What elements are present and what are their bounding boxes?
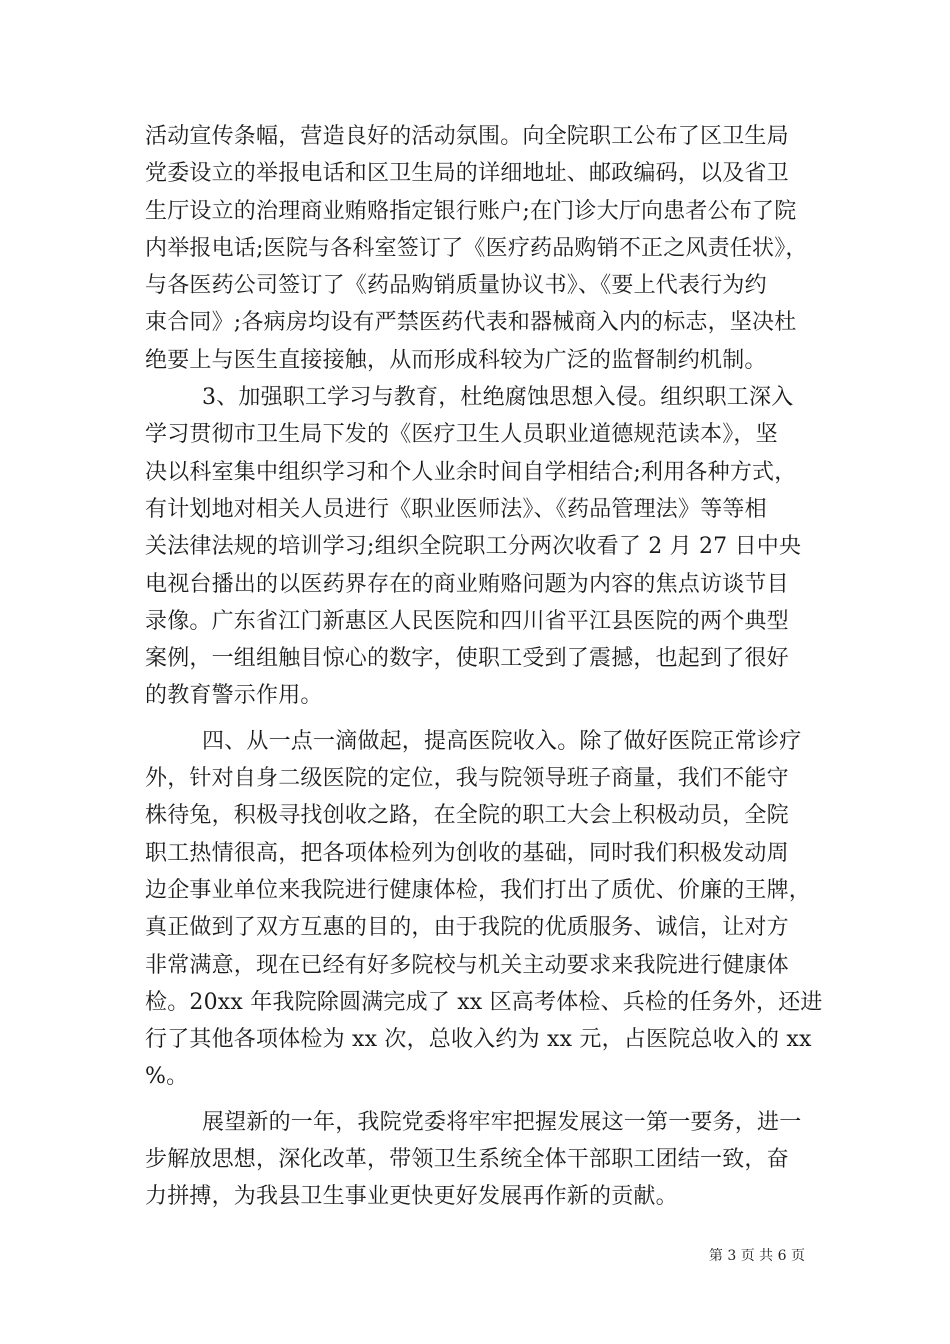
- paragraph-line: 内举报电话;医院与各科室签订了《医疗药品购销不正之风责任状》，: [145, 235, 808, 261]
- paragraph-4: [145, 1104, 817, 1216]
- paragraph-line: 电视台播出的以医药界存在的商业贿赂问题为内容的焦点访谈节目: [145, 571, 789, 597]
- paragraph-line: 株待兔，积极寻找创收之路，在全院的职工大会上积极动员，全院: [145, 803, 789, 829]
- paragraph-line: 学习贯彻市卫生局下发的《医疗卫生人员职业道德规范读本》，坚: [145, 422, 778, 448]
- paragraph-line: 关法律法规的培训学习;组织全院职工分两次收看了 2 月 27 日中央: [145, 534, 802, 560]
- paragraph-line: 党委设立的举报电话和区卫生局的详细地址、邮政编码，以及省卫: [145, 161, 789, 187]
- paragraph-line: 检。20xx 年我院除圆满完成了 xx 区高考体检、兵检的任务外，还进: [145, 989, 823, 1015]
- paragraph-line: 真正做到了双方互惠的目的，由于我院的优质服务、诚信，让对方: [145, 915, 789, 941]
- paragraph-line: 绝要上与医生直接接触，从而形成科较为广泛的监督制约机制。: [145, 347, 767, 373]
- paragraph-line: 活动宣传条幅，营造良好的活动氛围。向全院职工公布了区卫生局: [145, 124, 789, 149]
- paragraph-line: 生厅设立的治理商业贿赂指定银行账户;在门诊大厅向患者公布了院: [145, 198, 797, 224]
- paragraph-gap: [145, 1096, 817, 1104]
- paragraph-line: 行了其他各项体检为 xx 次，总收入约为 xx 元，占医院总收入的 xx: [145, 1027, 812, 1053]
- paragraph-1: [145, 118, 817, 379]
- paragraph-2: [145, 379, 817, 715]
- paragraph-line: 力拼搏，为我县卫生事业更快更好发展再作新的贡献。: [145, 1184, 678, 1210]
- paragraph-line: 录像。广东省江门新惠区人民医院和四川省平江县医院的两个典型: [145, 608, 789, 634]
- paragraph-line: 职工热情很高，把各项体检列为创收的基础，同时我们积极发动周: [145, 840, 789, 866]
- paragraph-line: 非常满意，现在已经有好多院校与机关主动要求来我院进行健康体: [145, 952, 789, 978]
- paragraph-line: %。: [145, 1064, 189, 1090]
- paragraph-line: 有计划地对相关人员进行《职业医师法》、《药品管理法》等等相: [145, 496, 767, 522]
- document-body: [145, 118, 823, 1216]
- paragraph-line: 的教育警示作用。: [145, 683, 323, 709]
- paragraph-line: 步解放思想，深化改革，带领卫生系统全体干部职工团结一致，奋: [145, 1147, 789, 1173]
- paragraph-line: 展望新的一年，我院党委将牢牢把握发展这一第一要务，进一: [202, 1109, 802, 1135]
- paragraph-line: 决以科室集中组织学习和个人业余时间自学相结合;利用各种方式，: [145, 459, 797, 485]
- paragraph-line: 与各医药公司签订了《药品购销质量协议书》、《要上代表行为约: [145, 273, 767, 299]
- paragraph-line: 四、从一点一滴做起，提高医院收入。除了做好医院正常诊疗: [202, 728, 802, 754]
- paragraph-line: 外，针对自身二级医院的定位，我与院领导班子商量，我们不能守: [145, 766, 789, 792]
- paragraph-line: 边企事业单位来我院进行健康体检，我们打出了质优、价廉的王牌，: [145, 877, 812, 903]
- paragraph-line: 束合同》;各病房均设有严禁医药代表和器械商入内的标志，坚决杜: [145, 310, 797, 336]
- paragraph-line: 案例，一组组触目惊心的数字，使职工受到了震撼，也起到了很好: [145, 646, 789, 672]
- paragraph-gap: [145, 715, 817, 723]
- paragraph-3: [145, 723, 823, 1096]
- page-number: 第 3 页 共 6 页: [708, 1248, 805, 1264]
- paragraph-line: 3、加强职工学习与教育，杜绝腐蚀思想入侵。组织职工深入: [202, 385, 794, 411]
